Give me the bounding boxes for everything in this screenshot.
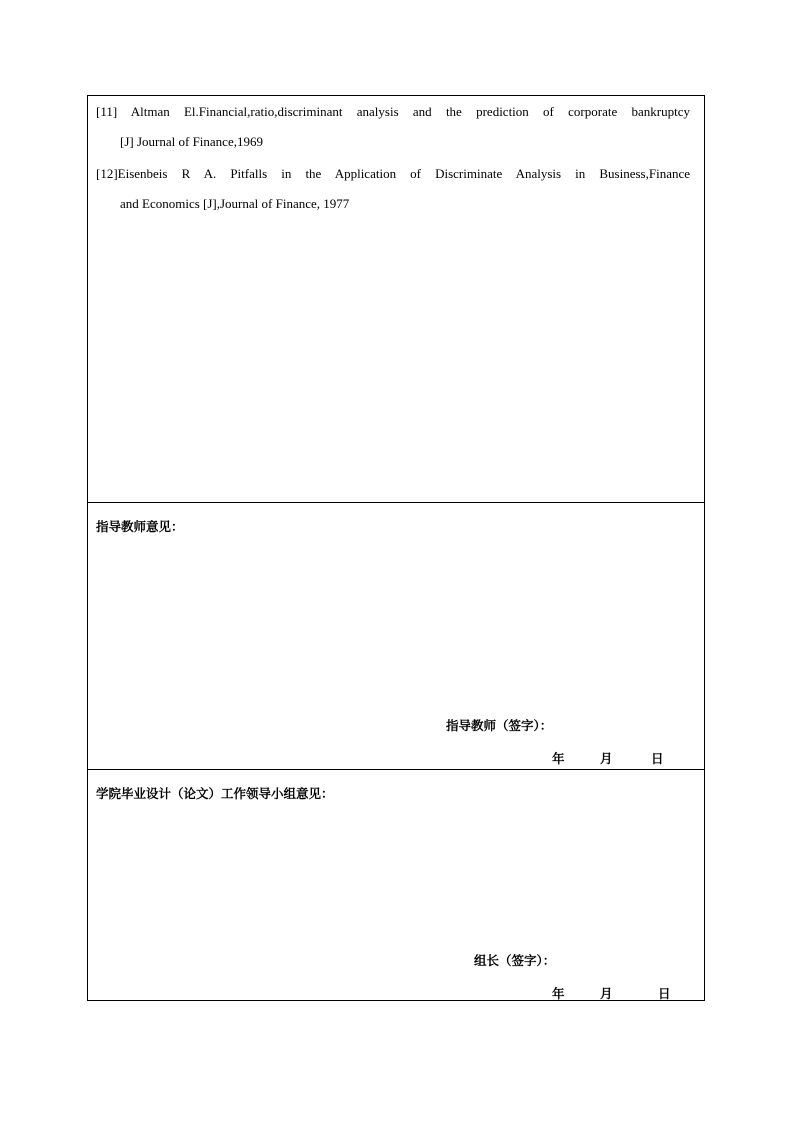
group-opinion-cell xyxy=(88,769,704,1002)
teacher-signature-label: 指导教师（签字）： xyxy=(446,718,553,733)
leader-signature-label: 组长（签字）： xyxy=(474,953,556,968)
reference-line: [11] Altman El.Financial,ratio,discriminant analysis and the prediction of corporate bankruptcy xyxy=(96,104,690,119)
form-table xyxy=(87,95,705,1001)
references-cell xyxy=(88,96,704,502)
teacher-opinion-title: 指导教师意见： xyxy=(96,519,184,534)
group-opinion-title: 学院毕业设计（论文）工作领导小组意见： xyxy=(96,786,334,801)
reference-line-continued: and Economics [J],Journal of Finance, 1977 xyxy=(120,196,350,211)
date-day-label: 日 xyxy=(651,751,664,766)
date-day-label: 日 xyxy=(658,986,671,1001)
date-month-label: 月 xyxy=(600,751,613,766)
teacher-opinion-cell xyxy=(88,502,704,769)
date-year-label: 年 xyxy=(552,986,565,1001)
date-month-label: 月 xyxy=(600,986,613,1001)
reference-line: [12]Eisenbeis R A. Pitfalls in the Application of Discriminate Analysis in Business,Finance xyxy=(96,166,690,181)
reference-line-continued: [J] Journal of Finance,1969 xyxy=(120,134,263,149)
reference-12 xyxy=(96,166,690,212)
reference-11 xyxy=(96,104,690,150)
date-year-label: 年 xyxy=(552,751,565,766)
